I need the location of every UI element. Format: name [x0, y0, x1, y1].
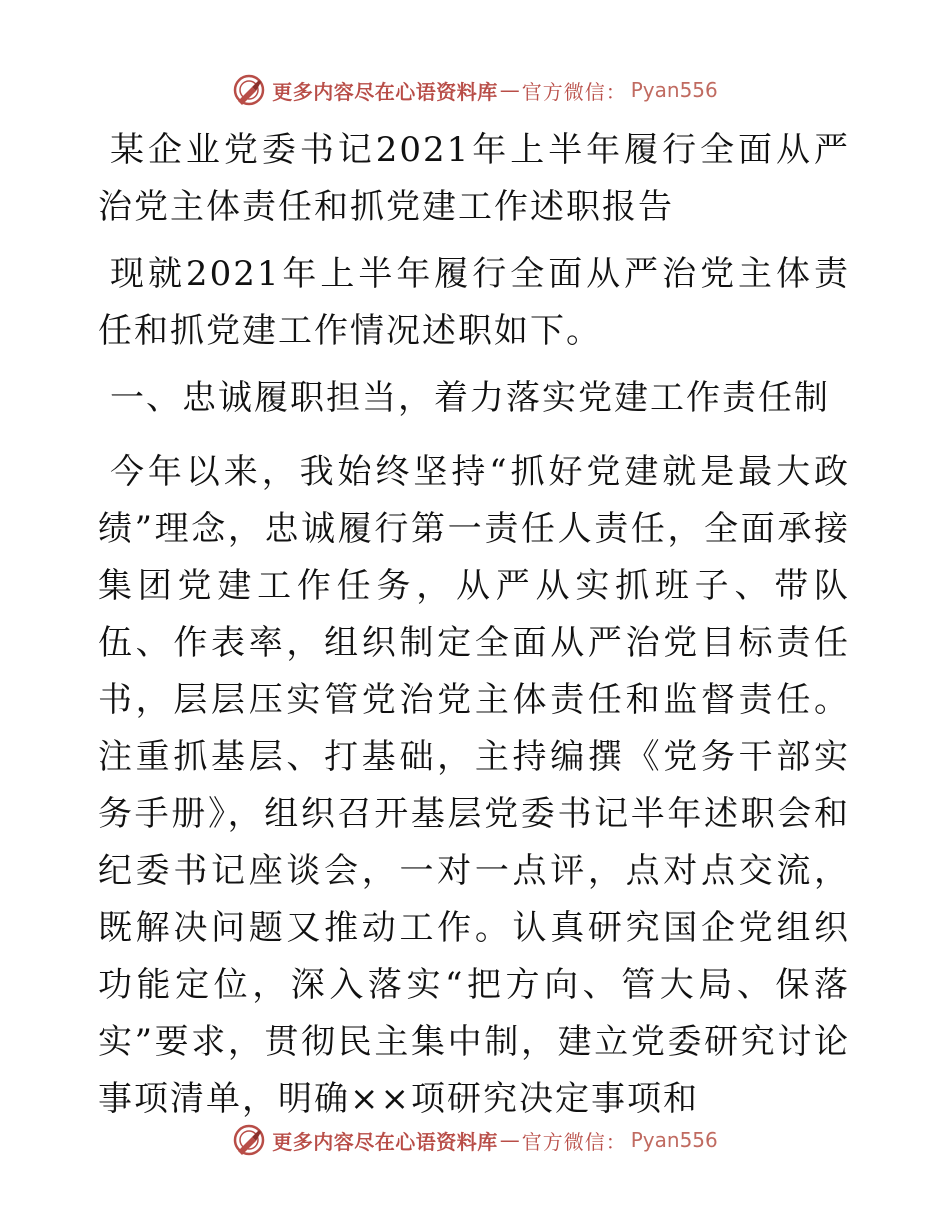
watermark-separator: —	[499, 78, 520, 102]
watermark-footer	[0, 1120, 950, 1160]
watermark-official-label: 官方微信：	[521, 1129, 627, 1154]
watermark-brand-text: 更多内容尽在心语资料库	[272, 79, 498, 104]
section-heading: 一、忠诚履职担当，着力落实党建工作责任制	[110, 378, 830, 418]
watermark-wechat-id: Pyan556	[630, 78, 718, 102]
fountain-pen-logo-icon	[232, 1123, 266, 1157]
watermark-brand-text: 更多内容尽在心语资料库	[272, 1129, 498, 1154]
body-paragraph: 今年以来，我始终坚持“抓好党建就是最大政绩”理念，忠诚履行第一责任人责任，全面承接集团党建工作任务，从严从实抓班子、带队伍、作表率，组织制定全面从严治党目标责任书，层层压实管党治党主体责任和监督责任。注重抓基层、打基础，主持编撰《党务干部实务手册》，组织召开基层党委书记半年述职会和纪委书记座谈会，一对一点评，点对点交流，既解决问题又推动工作。认真研究国企党组织功能定位，深入落实“把方向、管大局、保落实”要求，贯彻民主集中制，建立党委研究讨论事项清单，明确××项研究决定事项和	[98, 452, 850, 1119]
watermark-official-label: 官方微信：	[521, 79, 627, 104]
fountain-pen-logo-icon	[232, 73, 266, 107]
document-title: 某企业党委书记2021年上半年履行全面从严治党主体责任和抓党建工作述职报告	[98, 130, 850, 227]
watermark-header	[0, 70, 950, 110]
document-body	[98, 122, 850, 1128]
watermark-wechat-id: Pyan556	[630, 1128, 718, 1152]
watermark-separator: —	[499, 1128, 520, 1152]
intro-paragraph: 现就2021年上半年履行全面从严治党主体责任和抓党建工作情况述职如下。	[98, 254, 850, 351]
